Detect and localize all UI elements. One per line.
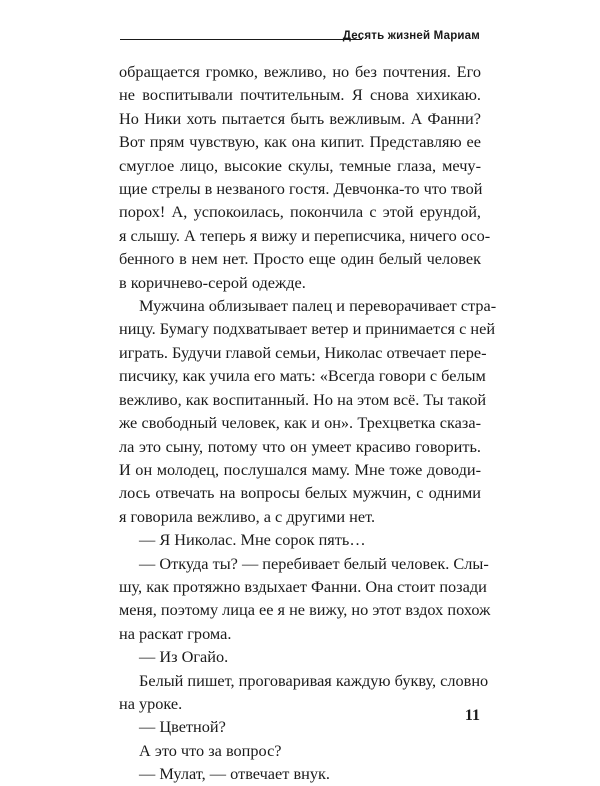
text-line: обращается громко, вежливо, но без почтения. Его [119, 62, 481, 81]
text-line: Белый пишет, проговаривая каждую букву, словно [139, 670, 489, 690]
paragraph [119, 715, 481, 738]
page-number: 11 [464, 707, 480, 724]
text-line: играть. Будучи главой семьи, Николас отвечает пере- [119, 342, 487, 362]
text-line: Вот прям чувствую, как она кипит. Представляю ее [119, 132, 481, 152]
text-line: щие стрелы в незваного гостя. Девчонка-то что твой [119, 179, 483, 199]
text-line: — Цветной? [139, 717, 226, 737]
text-line: — Из Огайо. [139, 647, 229, 667]
header-rule [120, 39, 362, 40]
text-line: не воспитывали почтительным. Я снова хихикаю. [119, 85, 481, 105]
text-line: же свободный человек, как и он». Трехцветка сказа- [119, 413, 481, 433]
text-line: я говорила вежливо, а с другими нет. [119, 506, 376, 526]
text-line: шу, как протяжно вздыхает Фанни. Она стоит позади [119, 576, 487, 596]
paragraph [119, 739, 481, 762]
paragraph [119, 528, 481, 551]
page-body [119, 60, 497, 786]
text-line: А это что за вопрос? [139, 740, 282, 760]
text-line: я слышу. А теперь я вижу и переписчика, ничего осо- [119, 225, 491, 245]
paragraph [119, 645, 481, 668]
text-line: Но Ники хоть пытается быть вежливым. А Фанни? [119, 108, 481, 128]
running-title: Десять жизней Мариам [342, 30, 480, 42]
text-line: — Мулат, — отвечает внук. [139, 764, 330, 784]
text-line: на раскат грома. [119, 623, 232, 643]
text-line: в коричнево-серой одежде. [119, 272, 306, 292]
text-line: писчику, как учила его мать: «Всегда говори с белым [119, 366, 486, 386]
paragraph [119, 762, 481, 785]
text-line: — Я Николас. Мне сорок пять… [139, 530, 366, 550]
paragraph [119, 669, 489, 716]
text-line: порох! А, успокоилась, покончила с этой ерундой, [119, 202, 481, 222]
text-line: смуглое лицо, высокие скулы, темные глаза, мечу- [119, 155, 481, 175]
text-line: меня, поэтому лица ее я не вижу, но этот вздох похож [119, 600, 491, 620]
text-line: бенного в нем нет. Просто еще один белый человек [119, 249, 481, 269]
text-line: вежливо, как воспитанный. Но на этом всё. Ты такой [119, 389, 487, 409]
text-line: Мужчина облизывает палец и переворачивает стра- [139, 296, 497, 316]
text-line: И он молодец, послушался маму. Мне тоже доводи- [119, 459, 481, 479]
running-header [120, 30, 480, 46]
text-line: ницу. Бумагу подхватывает ветер и принимается с ней [119, 319, 496, 339]
text-line: лось отвечать на вопросы белых мужчин, с одними [119, 483, 481, 503]
text-line: на уроке. [119, 693, 183, 713]
paragraph [119, 552, 491, 646]
paragraph [119, 294, 497, 528]
text-line: — Откуда ты? — перебивает белый человек. Слы- [139, 553, 489, 573]
text-line: ла это сыну, потому что он умеет красиво говорить. [119, 436, 481, 456]
paragraph [119, 60, 491, 294]
